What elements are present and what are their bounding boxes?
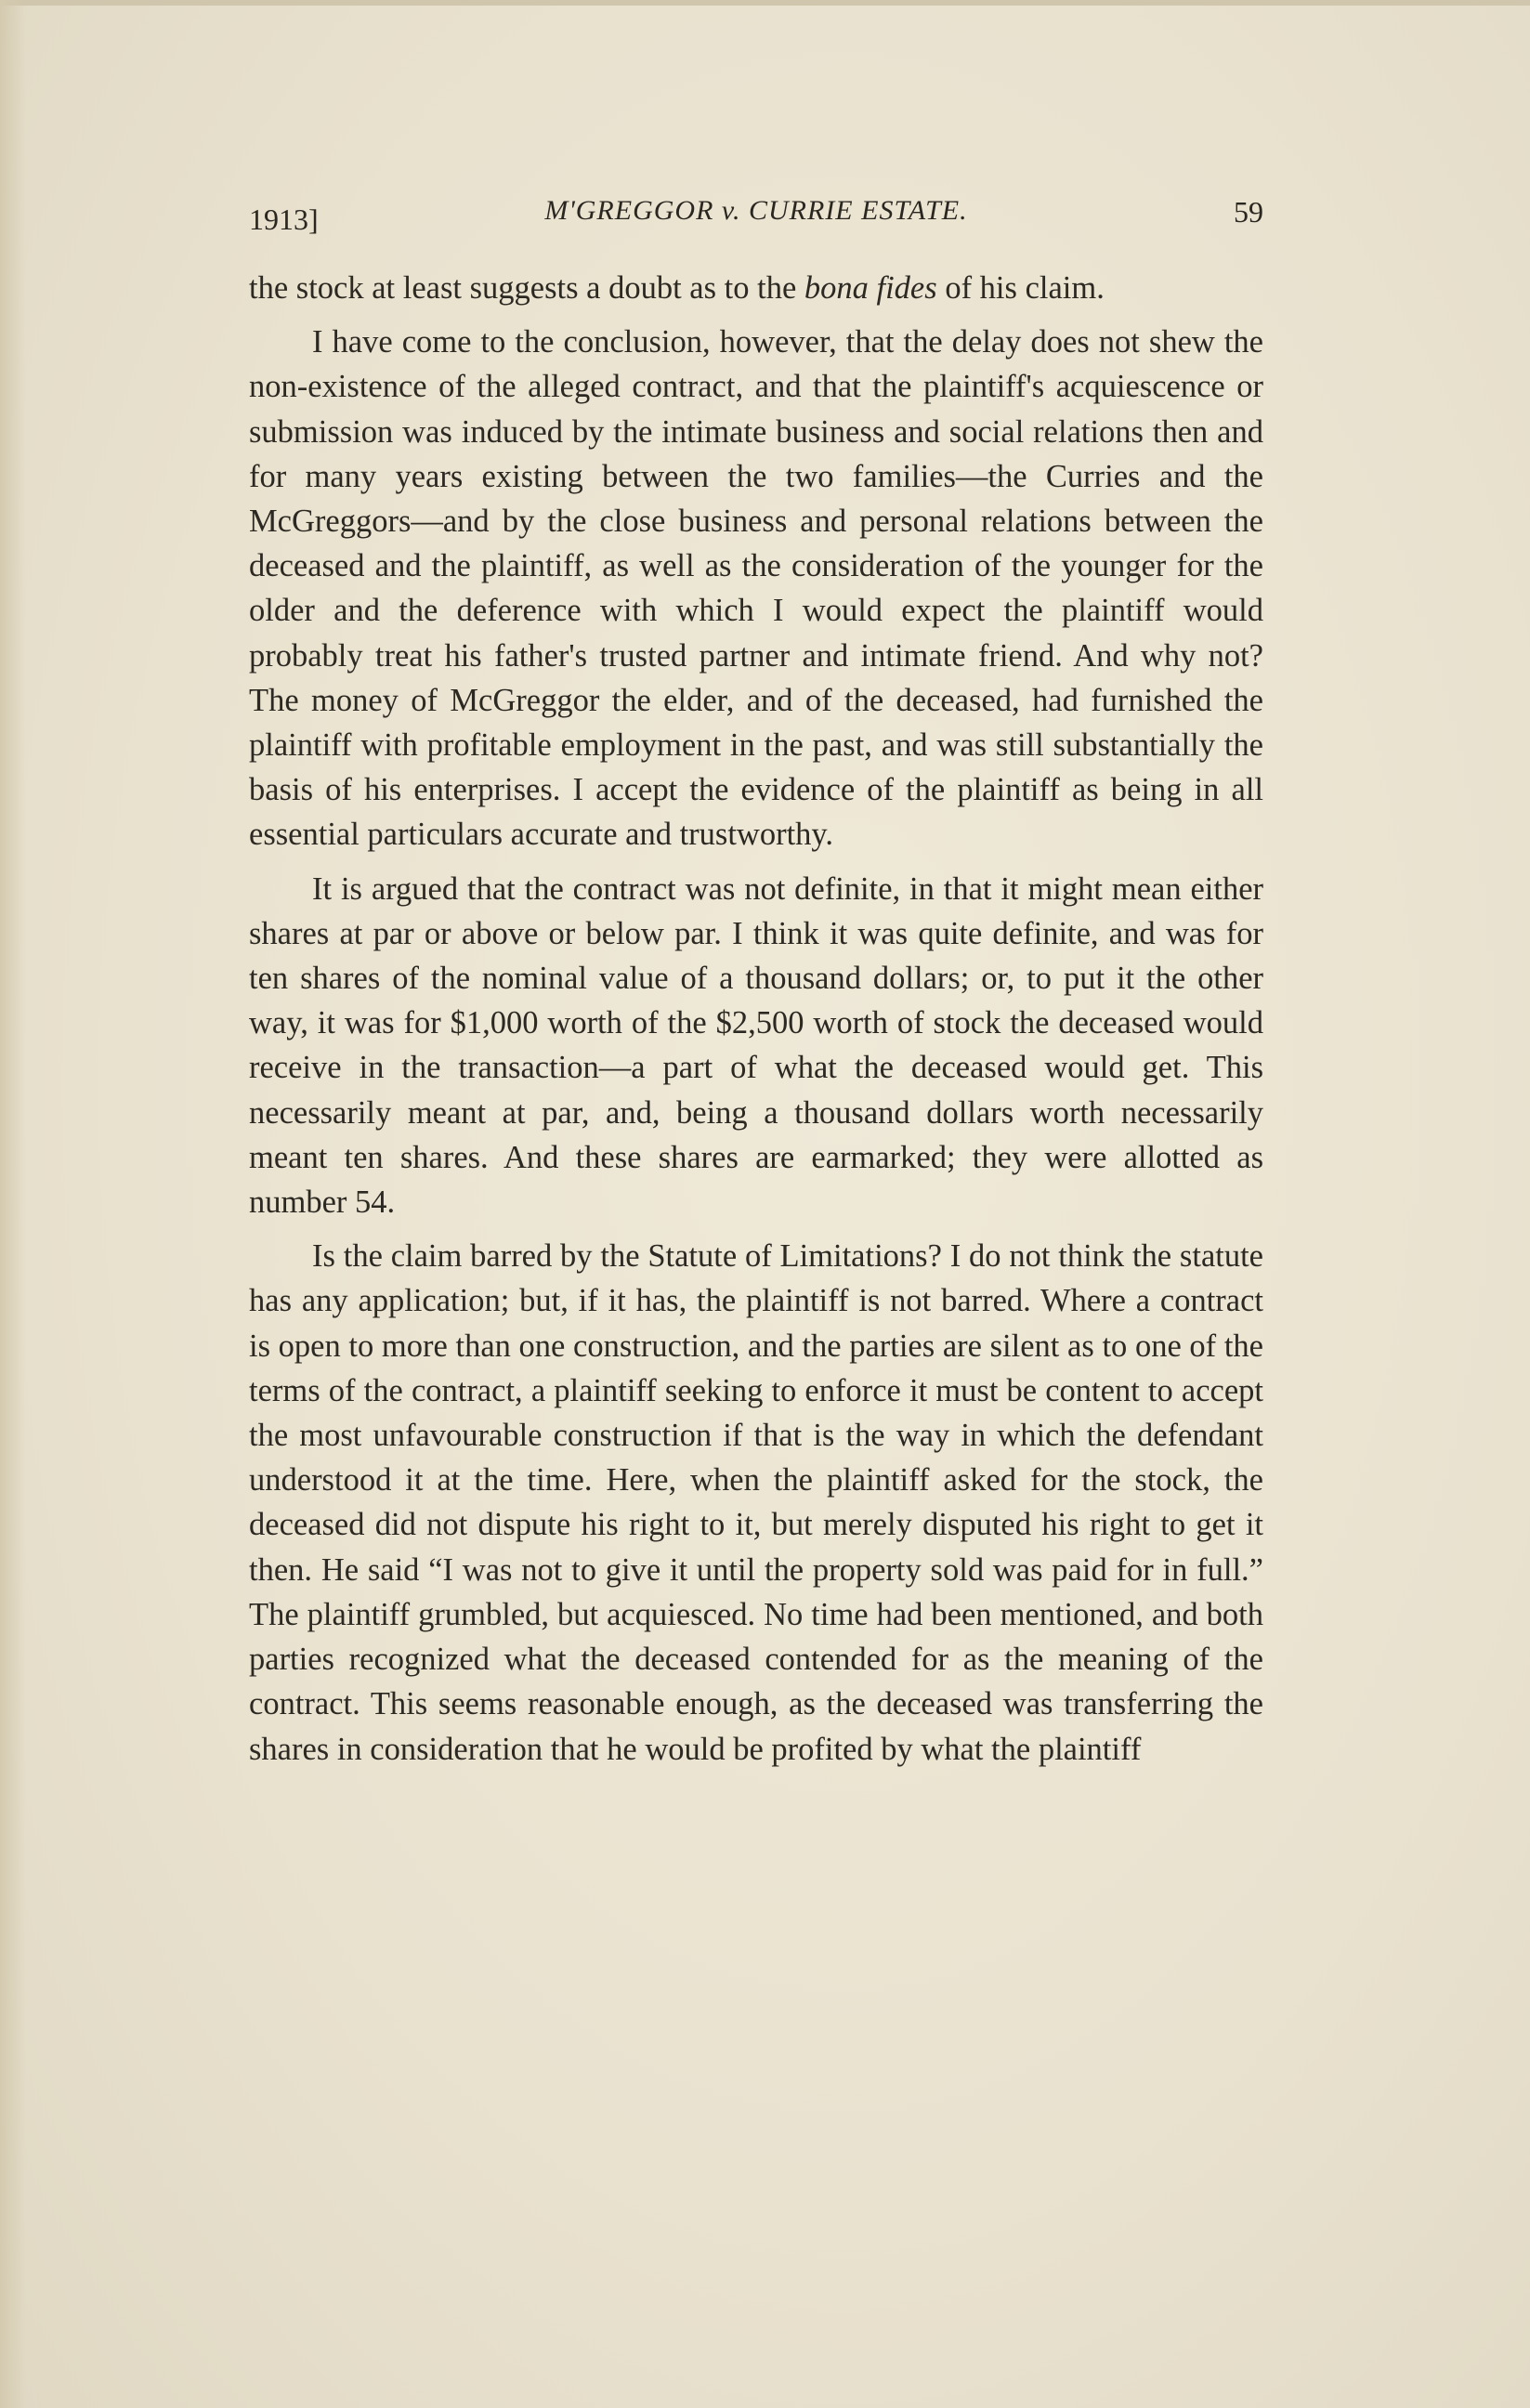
- page-top-edge: [0, 0, 1530, 6]
- page-gutter-shadow: [0, 0, 26, 2408]
- paragraph-3: It is argued that the contract was not definite, in that it might mean either shares at par or above or below par. I think it was quite definite, and was for ten shares of the nominal value of a thousand dollars; or, to put it the other way, it was for $1,000 worth of the $2,500 worth of stock the deceased would receive in the transaction—a part of what the deceased would get. This necessarily meant at par, and, being a thousand dollars worth necessarily meant ten shares. And these shares are earmarked; they were allotted as number 54.: [249, 870, 1263, 1221]
- paragraph-4: Is the claim barred by the Statute of Limitations? I do not think the statute has any application; but, if it has, the plaintiff is not barred. Where a contract is open to more than one construction, and the parties are silent as to one of the terms of the contract, a plaintiff seeking to enforce it must be content to accept the most unfavourable construction if that is the way in which the defendant understood it at the time. Here, when the plaintiff asked for the stock, the deceased did not dispute his right to it, but merely disputed his right to get it then. He said “I was not to give it until the property sold was paid for in full.” The plaintiff grumbled, but acquiesced. No time had been mentioned, and both parties recognized what the deceased contended for as the meaning of the contract. This seems reasonable enough, as the deceased was transferring the shares in consideration that he would be profited by what the plaintiff: [249, 1238, 1263, 1767]
- paragraph-1: [249, 266, 1263, 310]
- running-header: [249, 195, 1263, 251]
- paragraph-1-text-after: of his claim.: [936, 270, 1105, 306]
- header-year: 1913]: [249, 203, 319, 236]
- paragraph-1-text-before: the stock at least suggests a doubt as to the: [249, 270, 804, 306]
- paragraph-2: I have come to the conclusion, however, that the delay does not shew the non-existence of the alleged contract, and that the plaintiff's acquiescence or submission was induced by the intimate business and social relations then and for many years existing between the two families—the Curries and the McGreggors—and by the close business and personal relations between the deceased and the plaintiff, as well as the consideration of the younger for the older and the deference with which I would expect the plaintiff would probably treat his father's trusted partner and intimate friend. And why not? The money of McGreggor the elder, and of the deceased, had furnished the plaintiff with profitable employment in the past, and was still substantially the basis of his enterprises. I accept the evidence of the plaintiff as being in all essential particulars accurate and trustworthy.: [249, 324, 1263, 853]
- paragraph-1-emphasis: bona fides: [804, 270, 937, 306]
- body-text: [249, 266, 1263, 1772]
- header-running-title: M'GREGGOR v. CURRIE ESTATE.: [544, 195, 968, 226]
- header-page-number: 59: [1234, 195, 1263, 229]
